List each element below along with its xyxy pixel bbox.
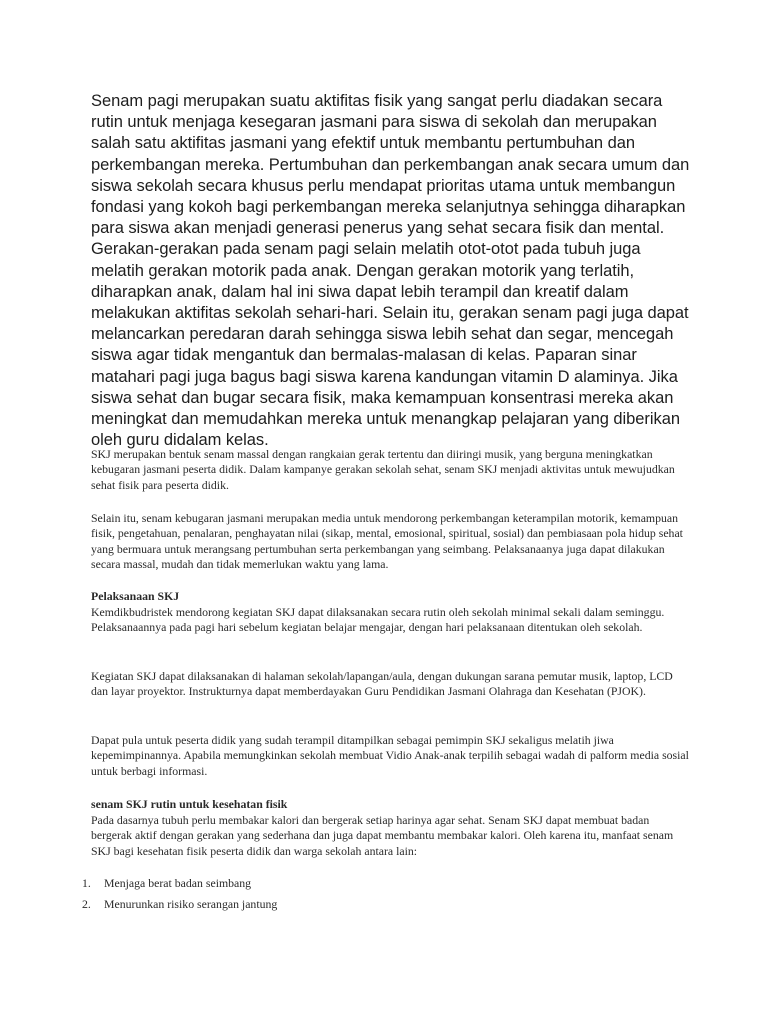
leadership-paragraph: Dapat pula untuk peserta didik yang sudah terampil ditampilkan sebagai pemimpin SKJ sekaligus melatih jiwa kepemimpinannya. Apabila memungkinkan sekolah membuat Vidio Anak-anak terpilih sebagai wadah di palform media sosial untuk berbagi informasi. xyxy=(91,733,689,778)
fitness-benefit-paragraph: Selain itu, senam kebugaran jasmani merupakan media untuk mendorong perkembangan keterampilan motorik, kemampuan fisik, pengetahuan, penalaran, penghayatan nilai (sikap, mental, emosional, spiritual, sosial) dan pembiasaan pola hidup sehat yang bermuara untuk merangsang pertumbuhan serta perkembangan yang seimbang. Pelaksanaanya juga dapat dilakukan secara massal, mudah dan tidak memerlukan waktu yang lama. xyxy=(91,511,683,572)
venue-paragraph: Kegiatan SKJ dapat dilaksanakan di halaman sekolah/lapangan/aula, dengan dukungan sarana pemutar musik, laptop, LCD dan layar proyektor. Instrukturnya dapat memberdayakan Guru Pendidikan Jasmani Olahraga dan Kesehatan (PJOK). xyxy=(91,669,673,699)
schedule-paragraph: Kemdikbudristek mendorong kegiatan SKJ dapat dilaksanakan secara rutin oleh sekolah minimal sekali dalam seminggu. Pelaksanaannya pada pagi hari sebelum kegiatan belajar mengajar, dengan hari pelaksanaan ditentukan oleh sekolah. xyxy=(91,605,665,635)
section-heading-kesehatan: senam SKJ rutin untuk kesehatan fisik xyxy=(91,797,288,811)
section-heading-pelaksanaan: Pelaksanaan SKJ xyxy=(91,589,180,603)
list-item-number: 2. xyxy=(82,897,91,911)
intro-paragraph: Senam pagi merupakan suatu aktifitas fisik yang sangat perlu diadakan secara rutin untuk menjaga kesegaran jasmani para siswa di sekolah dan merupakan salah satu aktifitas jasmani yang efektif untuk membantu pertumbuhan dan perkembangan mereka. Pertumbuhan dan perkembangan anak secara umum dan siswa sekolah secara khusus perlu mendapat prioritas utama untuk membangun fondasi yang kokoh bagi perkembangan mereka selanjutnya sehingga diharapkan para siswa akan menjadi generasi penerus yang sehat secara fisik dan mental. Gerakan-gerakan pada senam pagi selain melatih otot-otot pada tubuh juga melatih gerakan motorik pada anak. Dengan gerakan motorik yang terlatih, diharapkan anak, dalam hal ini siwa dapat lebih terampil dan kreatif dalam melakukan aktifitas sekolah sehari-hari. Selain itu, gerakan senam pagi juga dapat melancarkan peredaran darah sehingga siswa lebih sehat dan segar, mencegah siswa agar tidak mengantuk dan bermalas-malasan di kelas. Paparan sinar matahari pagi juga bagus bagi siswa karena kandungan vitamin D alaminya. Jika siswa sehat dan bugar secara fisik, maka kemampuan konsentrasi mereka akan meningkat dan memudahkan mereka untuk menangkap pelajaran yang diberikan oleh guru didalam kelas. xyxy=(91,92,690,450)
skj-definition-paragraph: SKJ merupakan bentuk senam massal dengan rangkaian gerak tertentu dan diiringi musik, yang berguna meningkatkan kebugaran jasmani peserta didik. Dalam kampanye gerakan sekolah sehat, senam SKJ menjadi aktivitas untuk mewujudkan sehat fisik para peserta didik. xyxy=(91,447,675,492)
health-paragraph: Pada dasarnya tubuh perlu membakar kalori dan bergerak setiap harinya agar sehat. Senam SKJ dapat membuat badan bergerak aktif dengan gerakan yang sederhana dan juga dapat membantu membakar kalori. Oleh karena itu, manfaat senam SKJ bagi kesehatan fisik peserta didik dan warga sekolah antara lain: xyxy=(91,813,674,858)
list-item-number: 1. xyxy=(82,876,91,890)
list-item-text: Menjaga berat badan seimbang xyxy=(104,876,252,890)
list-item-text: Menurunkan risiko serangan jantung xyxy=(104,897,278,911)
